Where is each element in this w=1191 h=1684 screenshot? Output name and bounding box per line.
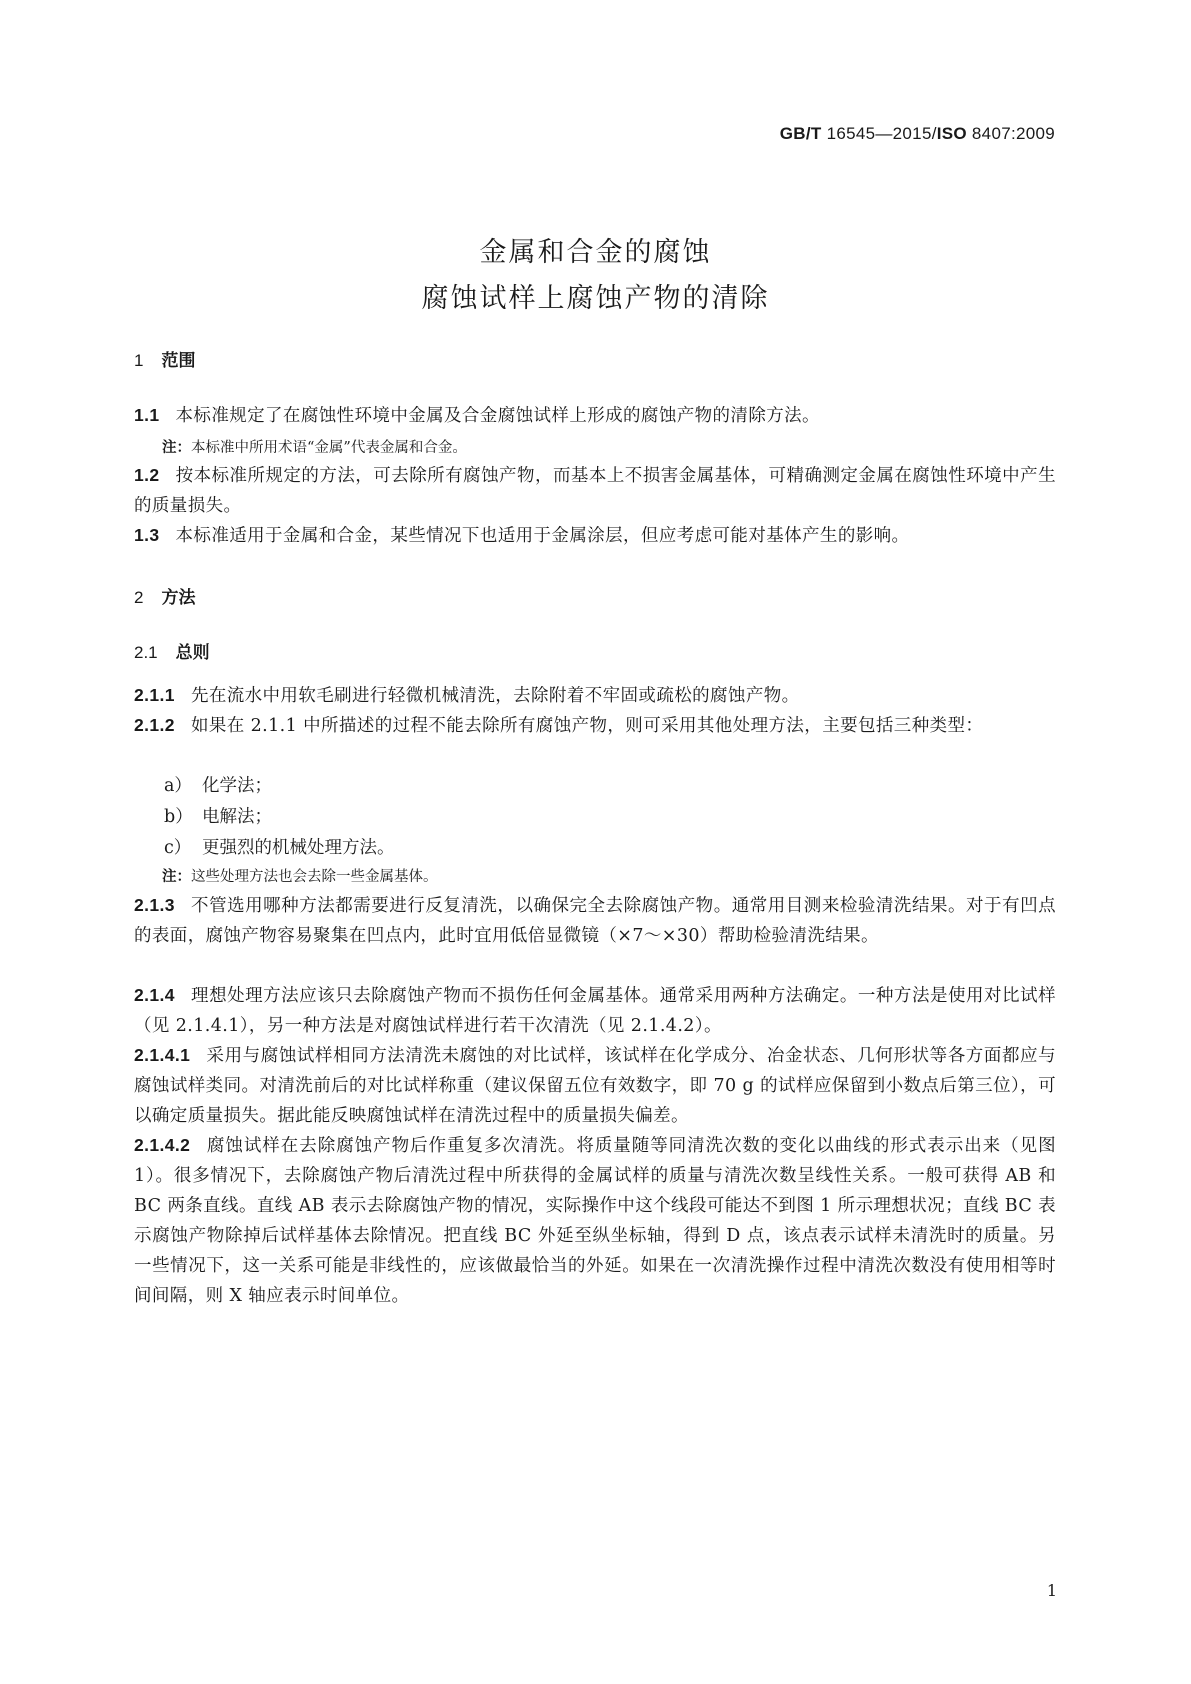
document-title-line2: 腐蚀试样上腐蚀产物的清除 — [421, 283, 770, 314]
clause-2-1-4: 2.1.4 理想处理方法应该只去除腐蚀产物而不损伤任何金属基体。通常采用两种方法确定。一种方法是使用对比试样（见 2.1.4.1），另一种方法是对腐蚀试样进行若干次清洗（见 2.1.4.2）。 — [134, 985, 1056, 1036]
list-item: c） 更强烈的机械处理方法。 — [164, 838, 395, 858]
note-2: 注：这些处理方法也会去除一些金属基体。 — [162, 869, 438, 885]
clause-2-1-4-2: 2.1.4.2 腐蚀试样在去除腐蚀产物后作重复多次清洗。将质量随等同清洗次数的变化以曲线的形式表示出来（见图 1）。很多情况下，去除腐蚀产物后清洗过程中所获得的金属试样的质量与清洗次数呈线性关系。一般可获得 AB 和 BC 两条直线。直线 AB 表示去除腐蚀产物的情况，实际操作中这个线段可能达不到图 1 所示理想状况；直线 BC 表示腐蚀产物除掉后试样基体去除情况。把直线 BC 外延至纵坐标轴，得到 D 点，该点表示试样未清洗时的质量。另一些情况下，这一关系可能是非线性的，应该做最恰当的外延。如果在一次清洗操作过程中清洗次数没有使用相等时间间隔，则 X 轴应表示时间单位。 — [134, 1135, 1056, 1306]
clause-2-1-1: 2.1.1 先在流水中用软毛刷进行轻微机械清洗，去除附着不牢固或疏松的腐蚀产物。 — [134, 685, 800, 706]
clause-1-1: 1.1 本标准规定了在腐蚀性环境中金属及合金腐蚀试样上形成的腐蚀产物的清除方法。 — [134, 405, 820, 426]
clause-2-1-4-1: 2.1.4.1 采用与腐蚀试样相同方法清洗未腐蚀的对比试样，该试样在化学成分、冶金状态、几何形状等各方面都应与腐蚀试样类同。对清洗前后的对比试样称重（建议保留五位有效数字，即 70 g 的试样应保留到小数点后第三位），可以确定质量损失。据此能反映腐蚀试样在清洗过程中的质量损失偏差。 — [134, 1045, 1056, 1126]
clause-2-1-3: 2.1.3 不管选用哪种方法都需要进行反复清洗，以确保完全去除腐蚀产物。通常用目测来检验清洗结果。对于有凹点的表面，腐蚀产物容易聚集在凹点内，此时宜用低倍显微镜（×7～×30）帮助检验清洗结果。 — [134, 895, 1056, 946]
clause-1-2: 1.2 按本标准所规定的方法，可去除所有腐蚀产物，而基本上不损害金属基体，可精确测定金属在腐蚀性环境中产生的质量损失。 — [134, 465, 1056, 516]
clause-1-3: 1.3 本标准适用于金属和合金，某些情况下也适用于金属涂层，但应考虑可能对基体产生的影响。 — [134, 525, 910, 546]
list-item: b） 电解法； — [164, 807, 272, 827]
page-number: 1 — [1046, 1581, 1057, 1600]
subsection-heading-general: 2.1 总则 — [134, 643, 210, 663]
list-item: a） 化学法； — [164, 776, 272, 796]
section-heading-method: 2 方法 — [134, 588, 196, 608]
standard-number: GB/T 16545—2015/ISO 8407:2009 — [779, 124, 1055, 143]
note-1: 注：本标准中所用术语“金属”代表金属和合金。 — [162, 440, 467, 456]
section-heading-scope: 1 范围 — [134, 351, 196, 371]
clause-2-1-2: 2.1.2 如果在 2.1.1 中所描述的过程不能去除所有腐蚀产物，则可采用其他处理方法，主要包括三种类型： — [134, 715, 984, 736]
document-title-line1: 金属和合金的腐蚀 — [479, 237, 712, 268]
